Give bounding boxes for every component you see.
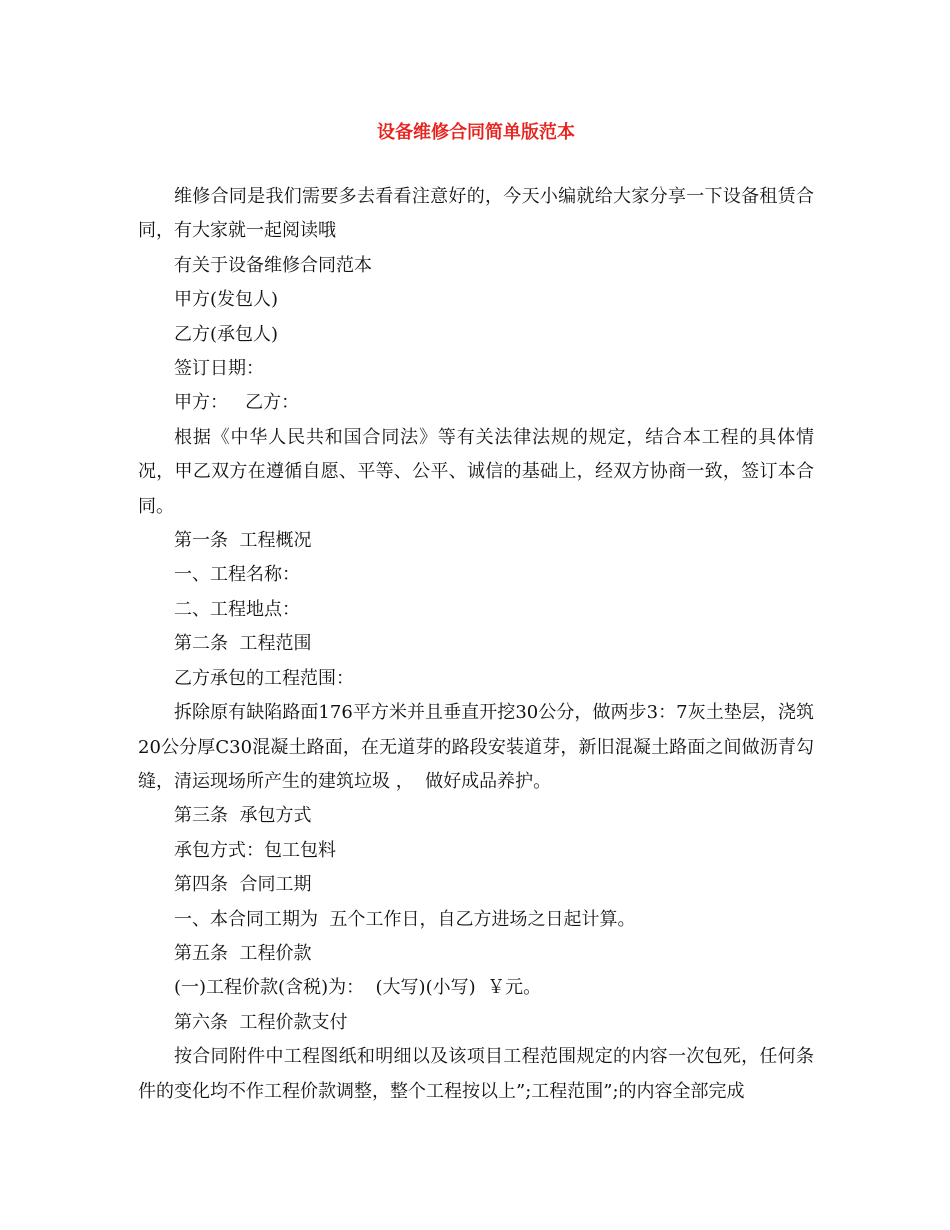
- contract-method: 承包方式：包工包料: [174, 839, 336, 861]
- contract-period: 一、本合同工期为 五个工作日，自乙方进场之日起计算。: [174, 908, 636, 930]
- document-title: 设备维修合同简单版范本: [377, 122, 575, 143]
- contract-price: (一)工程价款(含税)为： (大写)(小写) ￥元。: [174, 977, 542, 999]
- article-5-heading: 第五条 工程价款: [174, 942, 312, 964]
- article-2-heading: 第二条 工程范围: [174, 633, 312, 655]
- article-4-heading: 第四条 合同工期: [174, 874, 312, 896]
- project-location-label: 二、工程地点：: [174, 598, 300, 620]
- parties-line: 甲方： 乙方：: [174, 392, 300, 414]
- paragraph-subtitle: 有关于设备维修合同范本: [174, 254, 372, 276]
- document-page: [138, 118, 814, 1109]
- signing-date-label: 签订日期：: [174, 358, 264, 380]
- paragraph-payment: 按合同附件中工程图纸和明细以及该项目工程范围规定的内容一次包死，任何条件的变化均不作工程价款调整，整个工程按以上”;工程范围”;的内容全部完成: [138, 1046, 814, 1102]
- article-6-heading: 第六条 工程价款支付: [174, 1011, 348, 1033]
- party-b-label: 乙方(承包人): [174, 323, 279, 345]
- paragraph-intro: 维修合同是我们需要多去看看注意好的，今天小编就给大家分享一下设备租赁合同，有大家就一起阅读哦: [138, 186, 814, 242]
- article-1-heading: 第一条 工程概况: [174, 530, 312, 552]
- party-a-label: 甲方(发包人): [174, 289, 279, 311]
- document-body: [138, 180, 814, 1109]
- paragraph-preamble: 根据《中华人民共和国合同法》等有关法律法规的规定，结合本工程的具体情况，甲乙双方在遵循自愿、平等、公平、诚信的基础上，经双方协商一致，签订本合同。: [138, 426, 814, 517]
- scope-label: 乙方承包的工程范围：: [174, 667, 354, 689]
- project-name-label: 一、工程名称：: [174, 564, 300, 586]
- article-3-heading: 第三条 承包方式: [174, 805, 312, 827]
- paragraph-scope-detail: 拆除原有缺陷路面176平方米并且垂直开挖30公分，做两步3：7灰土垫层，浇筑20公分厚C30混凝土路面，在无道芽的路段安装道芽，新旧混凝土路面之间做沥青勾缝，清运现场所产生的建筑垃圾 ， 做好成品养护。: [138, 702, 814, 792]
